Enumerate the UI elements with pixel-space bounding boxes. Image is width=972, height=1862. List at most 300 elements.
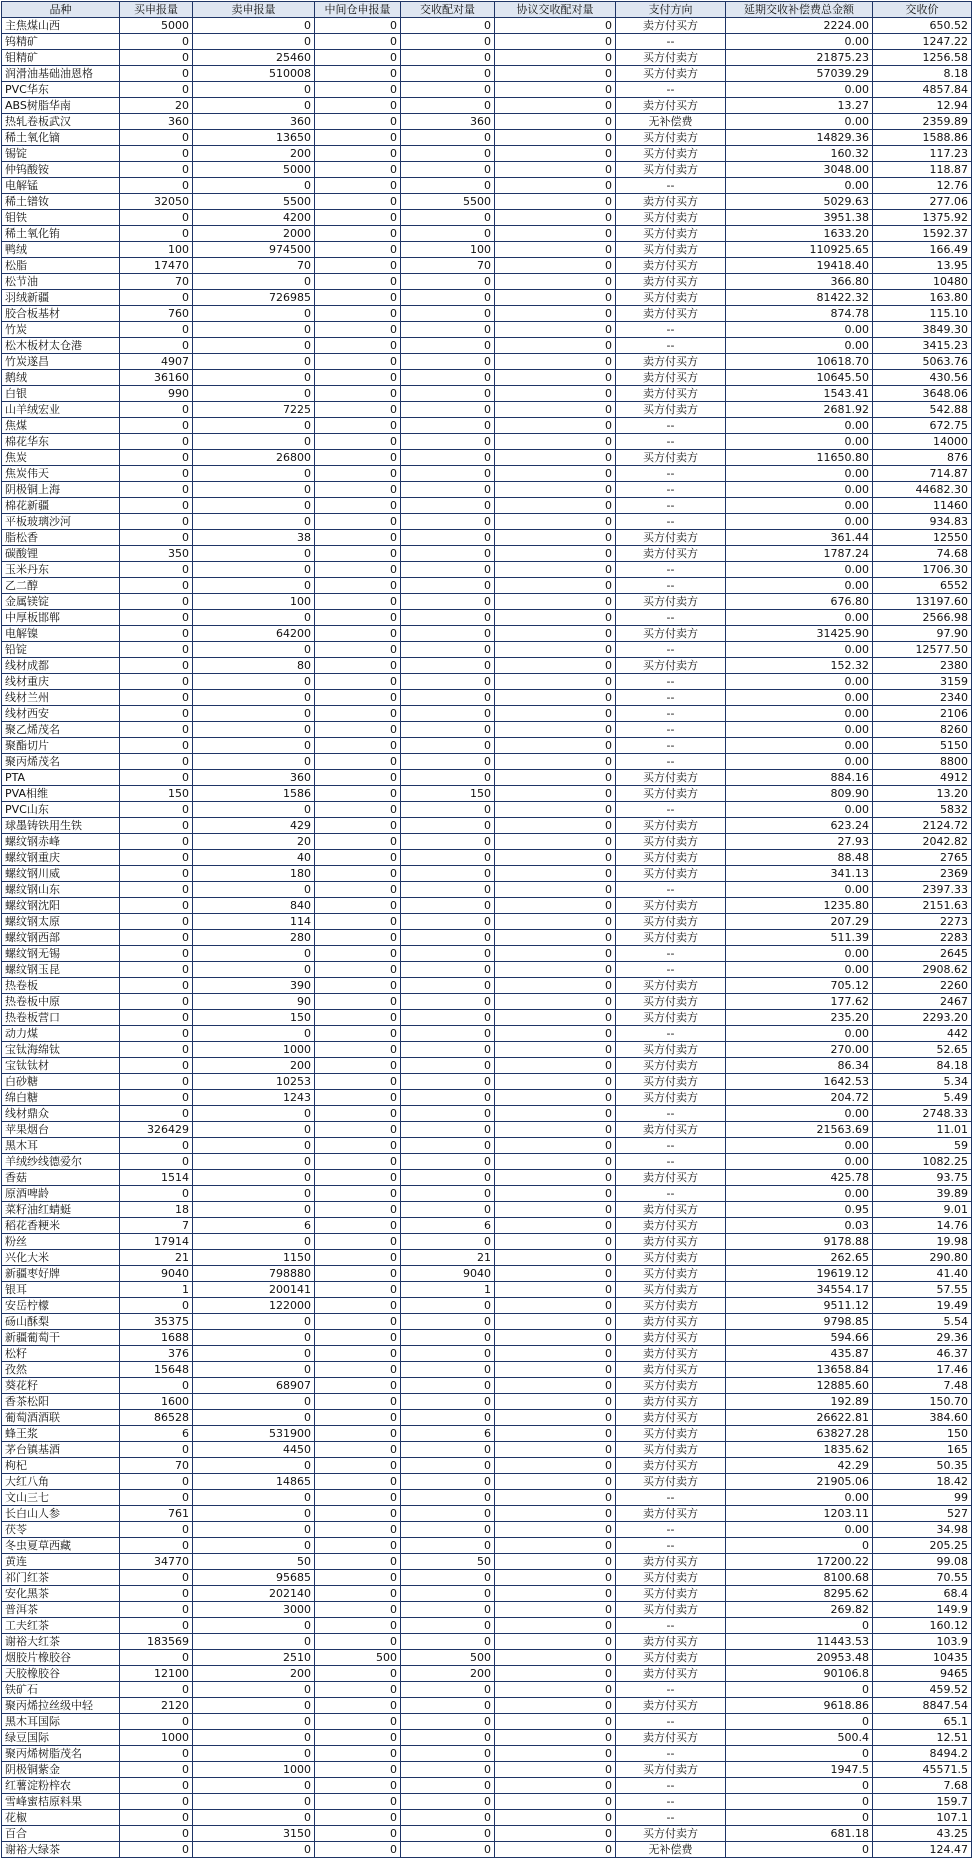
buy-qty-cell: 0	[120, 1762, 193, 1778]
price-cell: 205.25	[873, 1538, 972, 1554]
variety-cell: 螺纹钢太原	[2, 914, 120, 930]
intermediate-qty-cell: 0	[315, 898, 401, 914]
matched-qty-cell: 0	[401, 1458, 495, 1474]
price-cell: 2340	[873, 690, 972, 706]
matched-qty-cell: 50	[401, 1554, 495, 1570]
agreement-qty-cell: 0	[495, 1666, 616, 1682]
compensation-cell: 676.80	[726, 594, 873, 610]
compensation-cell: 17200.22	[726, 1554, 873, 1570]
table-row	[2, 1042, 972, 1058]
buy-qty-cell: 0	[120, 1586, 193, 1602]
payment-direction-cell: --	[616, 514, 726, 530]
variety-cell: 苹果烟台	[2, 1122, 120, 1138]
agreement-qty-cell: 0	[495, 946, 616, 962]
variety-cell: 菜籽油红蜻蜓	[2, 1202, 120, 1218]
matched-qty-cell: 0	[401, 1714, 495, 1730]
sell-qty-cell: 180	[193, 866, 315, 882]
compensation-cell: 0.00	[726, 1026, 873, 1042]
intermediate-qty-cell: 0	[315, 1218, 401, 1234]
buy-qty-cell: 0	[120, 450, 193, 466]
price-cell: 163.80	[873, 290, 972, 306]
payment-direction-cell: 卖方付买方	[616, 1554, 726, 1570]
matched-qty-cell: 0	[401, 402, 495, 418]
matched-qty-cell: 0	[401, 1778, 495, 1794]
sell-qty-cell: 531900	[193, 1426, 315, 1442]
compensation-cell: 235.20	[726, 1010, 873, 1026]
agreement-qty-cell: 0	[495, 114, 616, 130]
agreement-qty-cell: 0	[495, 818, 616, 834]
payment-direction-cell: --	[616, 1714, 726, 1730]
variety-cell: 螺纹钢川威	[2, 866, 120, 882]
table-row	[2, 50, 972, 66]
matched-qty-cell: 0	[401, 1762, 495, 1778]
matched-qty-cell: 0	[401, 1058, 495, 1074]
buy-qty-cell: 0	[120, 1442, 193, 1458]
price-cell: 44682.30	[873, 482, 972, 498]
compensation-cell: 270.00	[726, 1042, 873, 1058]
buy-qty-cell: 7	[120, 1218, 193, 1234]
variety-cell: 螺纹钢无锡	[2, 946, 120, 962]
sell-qty-cell: 0	[193, 642, 315, 658]
payment-direction-cell: --	[616, 882, 726, 898]
matched-qty-cell: 0	[401, 1522, 495, 1538]
agreement-qty-cell: 0	[495, 1650, 616, 1666]
matched-qty-cell: 0	[401, 226, 495, 242]
compensation-cell: 0	[726, 1810, 873, 1826]
sell-qty-cell: 0	[193, 1730, 315, 1746]
buy-qty-cell: 0	[120, 1618, 193, 1634]
table-row	[2, 578, 972, 594]
variety-cell: 球墨铸铁用生铁	[2, 818, 120, 834]
matched-qty-cell: 0	[401, 946, 495, 962]
matched-qty-cell: 0	[401, 418, 495, 434]
intermediate-qty-cell: 0	[315, 978, 401, 994]
payment-direction-cell: 买方付卖方	[616, 1602, 726, 1618]
buy-qty-cell: 0	[120, 1074, 193, 1090]
payment-direction-cell: 买方付卖方	[616, 626, 726, 642]
sell-qty-cell: 0	[193, 1186, 315, 1202]
payment-direction-cell: 卖方付买方	[616, 1234, 726, 1250]
payment-direction-cell: 买方付卖方	[616, 1586, 726, 1602]
price-cell: 165	[873, 1442, 972, 1458]
buy-qty-cell: 0	[120, 850, 193, 866]
price-cell: 430.56	[873, 370, 972, 386]
intermediate-qty-cell: 0	[315, 114, 401, 130]
payment-direction-cell: --	[616, 962, 726, 978]
sell-qty-cell: 0	[193, 82, 315, 98]
agreement-qty-cell: 0	[495, 546, 616, 562]
compensation-cell: 1947.5	[726, 1762, 873, 1778]
intermediate-qty-cell: 0	[315, 178, 401, 194]
variety-cell: 平板玻璃沙河	[2, 514, 120, 530]
sell-qty-cell: 390	[193, 978, 315, 994]
matched-qty-cell: 0	[401, 578, 495, 594]
table-row	[2, 1186, 972, 1202]
sell-qty-cell: 0	[193, 1698, 315, 1714]
buy-qty-cell: 0	[120, 962, 193, 978]
matched-qty-cell: 0	[401, 770, 495, 786]
intermediate-qty-cell: 0	[315, 146, 401, 162]
buy-qty-cell: 0	[120, 34, 193, 50]
intermediate-qty-cell: 0	[315, 1042, 401, 1058]
agreement-qty-cell: 0	[495, 722, 616, 738]
compensation-cell: 152.32	[726, 658, 873, 674]
buy-qty-cell: 0	[120, 1810, 193, 1826]
table-row	[2, 914, 972, 930]
matched-qty-cell: 200	[401, 1666, 495, 1682]
table-row	[2, 306, 972, 322]
payment-direction-cell: --	[616, 1154, 726, 1170]
payment-direction-cell: 买方付卖方	[616, 1298, 726, 1314]
buy-qty-cell: 0	[120, 610, 193, 626]
payment-direction-cell: 卖方付买方	[616, 258, 726, 274]
compensation-cell: 57039.29	[726, 66, 873, 82]
agreement-qty-cell: 0	[495, 482, 616, 498]
price-cell: 160.12	[873, 1618, 972, 1634]
buy-qty-cell: 0	[120, 722, 193, 738]
compensation-cell: 0	[726, 1714, 873, 1730]
intermediate-qty-cell: 0	[315, 1122, 401, 1138]
sell-qty-cell: 0	[193, 1682, 315, 1698]
compensation-cell: 500.4	[726, 1730, 873, 1746]
sell-qty-cell: 3000	[193, 1602, 315, 1618]
variety-cell: 黄连	[2, 1554, 120, 1570]
price-cell: 74.68	[873, 546, 972, 562]
table-row	[2, 1634, 972, 1650]
sell-qty-cell: 1000	[193, 1762, 315, 1778]
buy-qty-cell: 0	[120, 514, 193, 530]
compensation-cell: 5029.63	[726, 194, 873, 210]
matched-qty-cell: 0	[401, 722, 495, 738]
table-row	[2, 642, 972, 658]
variety-cell: 新疆枣好牌	[2, 1266, 120, 1282]
sell-qty-cell: 0	[193, 498, 315, 514]
table-row	[2, 402, 972, 418]
variety-cell: 热卷板营口	[2, 1010, 120, 1026]
payment-direction-cell: 卖方付买方	[616, 1506, 726, 1522]
table-row	[2, 1650, 972, 1666]
matched-qty-cell: 0	[401, 1074, 495, 1090]
table-row	[2, 1698, 972, 1714]
compensation-cell: 42.29	[726, 1458, 873, 1474]
buy-qty-cell: 6	[120, 1426, 193, 1442]
variety-cell: 线材鼎众	[2, 1106, 120, 1122]
matched-qty-cell: 6	[401, 1426, 495, 1442]
price-cell: 1256.58	[873, 50, 972, 66]
intermediate-qty-cell: 0	[315, 1138, 401, 1154]
agreement-qty-cell: 0	[495, 466, 616, 482]
compensation-cell: 9178.88	[726, 1234, 873, 1250]
buy-qty-cell: 18	[120, 1202, 193, 1218]
variety-cell: 聚丙烯拉丝级中轻	[2, 1698, 120, 1714]
buy-qty-cell: 0	[120, 994, 193, 1010]
table-row	[2, 226, 972, 242]
agreement-qty-cell: 0	[495, 386, 616, 402]
buy-qty-cell: 0	[120, 498, 193, 514]
price-cell: 672.75	[873, 418, 972, 434]
agreement-qty-cell: 0	[495, 1202, 616, 1218]
payment-direction-cell: 卖方付买方	[616, 1362, 726, 1378]
intermediate-qty-cell: 0	[315, 1810, 401, 1826]
payment-direction-cell: --	[616, 1746, 726, 1762]
table-row	[2, 450, 972, 466]
intermediate-qty-cell: 0	[315, 1394, 401, 1410]
price-cell: 5.34	[873, 1074, 972, 1090]
compensation-cell: 1642.53	[726, 1074, 873, 1090]
payment-direction-cell: 买方付卖方	[616, 66, 726, 82]
agreement-qty-cell: 0	[495, 594, 616, 610]
table-row	[2, 1794, 972, 1810]
table-row	[2, 242, 972, 258]
variety-cell: 螺纹钢西部	[2, 930, 120, 946]
matched-qty-cell: 0	[401, 1490, 495, 1506]
price-cell: 14000	[873, 434, 972, 450]
compensation-cell: 0.95	[726, 1202, 873, 1218]
intermediate-qty-cell: 0	[315, 1682, 401, 1698]
variety-cell: 孜然	[2, 1362, 120, 1378]
compensation-cell: 0.00	[726, 642, 873, 658]
payment-direction-cell: 卖方付买方	[616, 274, 726, 290]
buy-qty-cell: 0	[120, 402, 193, 418]
price-cell: 10435	[873, 1650, 972, 1666]
matched-qty-cell: 0	[401, 610, 495, 626]
matched-qty-cell: 0	[401, 706, 495, 722]
matched-qty-cell: 0	[401, 1538, 495, 1554]
variety-cell: 主焦煤山西	[2, 18, 120, 34]
payment-direction-cell: 卖方付买方	[616, 1634, 726, 1650]
table-row	[2, 562, 972, 578]
intermediate-qty-cell: 0	[315, 1746, 401, 1762]
agreement-qty-cell: 0	[495, 930, 616, 946]
buy-qty-cell: 0	[120, 738, 193, 754]
buy-qty-cell: 0	[120, 562, 193, 578]
payment-direction-cell: --	[616, 1778, 726, 1794]
variety-cell: 原酒啤龄	[2, 1186, 120, 1202]
agreement-qty-cell: 0	[495, 1442, 616, 1458]
compensation-cell: 594.66	[726, 1330, 873, 1346]
sell-qty-cell: 3150	[193, 1826, 315, 1842]
compensation-cell: 0.00	[726, 1522, 873, 1538]
payment-direction-cell: 买方付卖方	[616, 242, 726, 258]
sell-qty-cell: 0	[193, 482, 315, 498]
table-row	[2, 370, 972, 386]
matched-qty-cell: 1	[401, 1282, 495, 1298]
matched-qty-cell: 0	[401, 978, 495, 994]
agreement-qty-cell: 0	[495, 1554, 616, 1570]
price-cell: 8494.2	[873, 1746, 972, 1762]
sell-qty-cell: 0	[193, 274, 315, 290]
variety-cell: 聚丙烯茂名	[2, 754, 120, 770]
agreement-qty-cell: 0	[495, 1010, 616, 1026]
buy-qty-cell: 0	[120, 418, 193, 434]
variety-cell: 焦炭	[2, 450, 120, 466]
sell-qty-cell: 2510	[193, 1650, 315, 1666]
compensation-cell: 21563.69	[726, 1122, 873, 1138]
variety-cell: 砀山酥梨	[2, 1314, 120, 1330]
price-cell: 84.18	[873, 1058, 972, 1074]
table-row	[2, 834, 972, 850]
intermediate-qty-cell: 0	[315, 1362, 401, 1378]
agreement-qty-cell: 0	[495, 1186, 616, 1202]
agreement-qty-cell: 0	[495, 1138, 616, 1154]
compensation-cell: 366.80	[726, 274, 873, 290]
intermediate-qty-cell: 0	[315, 370, 401, 386]
variety-cell: 香茶松阳	[2, 1394, 120, 1410]
intermediate-qty-cell: 0	[315, 1778, 401, 1794]
buy-qty-cell: 86528	[120, 1410, 193, 1426]
table-row	[2, 722, 972, 738]
agreement-qty-cell: 0	[495, 82, 616, 98]
intermediate-qty-cell: 0	[315, 498, 401, 514]
agreement-qty-cell: 0	[495, 290, 616, 306]
payment-direction-cell: --	[616, 1106, 726, 1122]
col-header-variety: 品种	[2, 2, 120, 18]
sell-qty-cell: 0	[193, 1234, 315, 1250]
compensation-cell: 0.03	[726, 1218, 873, 1234]
sell-qty-cell: 0	[193, 1202, 315, 1218]
price-cell: 2397.33	[873, 882, 972, 898]
agreement-qty-cell: 0	[495, 146, 616, 162]
sell-qty-cell: 0	[193, 610, 315, 626]
agreement-qty-cell: 0	[495, 434, 616, 450]
table-row	[2, 1554, 972, 1570]
price-cell: 277.06	[873, 194, 972, 210]
buy-qty-cell: 0	[120, 1650, 193, 1666]
intermediate-qty-cell: 0	[315, 1826, 401, 1842]
price-cell: 59	[873, 1138, 972, 1154]
buy-qty-cell: 0	[120, 1378, 193, 1394]
sell-qty-cell: 0	[193, 1314, 315, 1330]
price-cell: 2260	[873, 978, 972, 994]
price-cell: 70.55	[873, 1570, 972, 1586]
matched-qty-cell: 0	[401, 658, 495, 674]
matched-qty-cell: 0	[401, 290, 495, 306]
price-cell: 2748.33	[873, 1106, 972, 1122]
matched-qty-cell: 0	[401, 306, 495, 322]
matched-qty-cell: 0	[401, 754, 495, 770]
compensation-cell: 8100.68	[726, 1570, 873, 1586]
agreement-qty-cell: 0	[495, 642, 616, 658]
table-row	[2, 802, 972, 818]
sell-qty-cell: 360	[193, 770, 315, 786]
payment-direction-cell: 无补偿费	[616, 114, 726, 130]
table-row	[2, 1410, 972, 1426]
intermediate-qty-cell: 0	[315, 994, 401, 1010]
sell-qty-cell: 5500	[193, 194, 315, 210]
buy-qty-cell: 0	[120, 802, 193, 818]
sell-qty-cell: 0	[193, 562, 315, 578]
intermediate-qty-cell: 0	[315, 1170, 401, 1186]
compensation-cell: 13.27	[726, 98, 873, 114]
variety-cell: 安岳柠檬	[2, 1298, 120, 1314]
col-header-intermediate-qty: 中间仓申报量	[315, 2, 401, 18]
sell-qty-cell: 429	[193, 818, 315, 834]
table-row	[2, 1746, 972, 1762]
sell-qty-cell: 10253	[193, 1074, 315, 1090]
buy-qty-cell: 0	[120, 1186, 193, 1202]
matched-qty-cell: 0	[401, 1842, 495, 1858]
table-row	[2, 194, 972, 210]
intermediate-qty-cell: 0	[315, 1554, 401, 1570]
payment-direction-cell: 买方付卖方	[616, 658, 726, 674]
price-cell: 2467	[873, 994, 972, 1010]
price-cell: 39.89	[873, 1186, 972, 1202]
variety-cell: 聚丙烯树脂茂名	[2, 1746, 120, 1762]
agreement-qty-cell: 0	[495, 450, 616, 466]
variety-cell: 棉花华东	[2, 434, 120, 450]
agreement-qty-cell: 0	[495, 1074, 616, 1090]
variety-cell: 线材成都	[2, 658, 120, 674]
compensation-cell: 160.32	[726, 146, 873, 162]
buy-qty-cell: 0	[120, 706, 193, 722]
table-row	[2, 1282, 972, 1298]
compensation-cell: 0.00	[726, 322, 873, 338]
agreement-qty-cell: 0	[495, 1250, 616, 1266]
table-row	[2, 1378, 972, 1394]
sell-qty-cell: 0	[193, 722, 315, 738]
agreement-qty-cell: 0	[495, 1762, 616, 1778]
intermediate-qty-cell: 0	[315, 1202, 401, 1218]
variety-cell: 普洱茶	[2, 1602, 120, 1618]
matched-qty-cell: 9040	[401, 1266, 495, 1282]
agreement-qty-cell: 0	[495, 834, 616, 850]
agreement-qty-cell: 0	[495, 98, 616, 114]
price-cell: 19.98	[873, 1234, 972, 1250]
intermediate-qty-cell: 0	[315, 66, 401, 82]
variety-cell: 绵白糖	[2, 1090, 120, 1106]
payment-direction-cell: 买方付卖方	[616, 994, 726, 1010]
compensation-cell: 20953.48	[726, 1650, 873, 1666]
intermediate-qty-cell: 0	[315, 434, 401, 450]
matched-qty-cell: 0	[401, 530, 495, 546]
intermediate-qty-cell: 0	[315, 674, 401, 690]
payment-direction-cell: 买方付卖方	[616, 1266, 726, 1282]
price-cell: 2151.63	[873, 898, 972, 914]
price-cell: 68.4	[873, 1586, 972, 1602]
table-row	[2, 130, 972, 146]
price-cell: 14.76	[873, 1218, 972, 1234]
payment-direction-cell: 买方付卖方	[616, 146, 726, 162]
agreement-qty-cell: 0	[495, 1314, 616, 1330]
variety-cell: 线材重庆	[2, 674, 120, 690]
matched-qty-cell: 0	[401, 370, 495, 386]
table-row	[2, 1314, 972, 1330]
intermediate-qty-cell: 0	[315, 514, 401, 530]
price-cell: 1592.37	[873, 226, 972, 242]
agreement-qty-cell: 0	[495, 1026, 616, 1042]
payment-direction-cell: --	[616, 802, 726, 818]
buy-qty-cell: 0	[120, 1090, 193, 1106]
payment-direction-cell: 卖方付买方	[616, 18, 726, 34]
variety-cell: 脂松香	[2, 530, 120, 546]
variety-cell: 葵花籽	[2, 1378, 120, 1394]
variety-cell: 乙二醇	[2, 578, 120, 594]
compensation-cell: 0.00	[726, 1186, 873, 1202]
agreement-qty-cell: 0	[495, 1378, 616, 1394]
compensation-cell: 34554.17	[726, 1282, 873, 1298]
compensation-cell: 0.00	[726, 562, 873, 578]
sell-qty-cell: 0	[193, 1154, 315, 1170]
variety-cell: 鹅绒	[2, 370, 120, 386]
intermediate-qty-cell: 0	[315, 786, 401, 802]
compensation-cell: 0	[726, 1618, 873, 1634]
intermediate-qty-cell: 0	[315, 1490, 401, 1506]
agreement-qty-cell: 0	[495, 178, 616, 194]
sell-qty-cell: 1586	[193, 786, 315, 802]
variety-cell: 螺纹钢赤峰	[2, 834, 120, 850]
buy-qty-cell: 1000	[120, 1730, 193, 1746]
table-row	[2, 738, 972, 754]
